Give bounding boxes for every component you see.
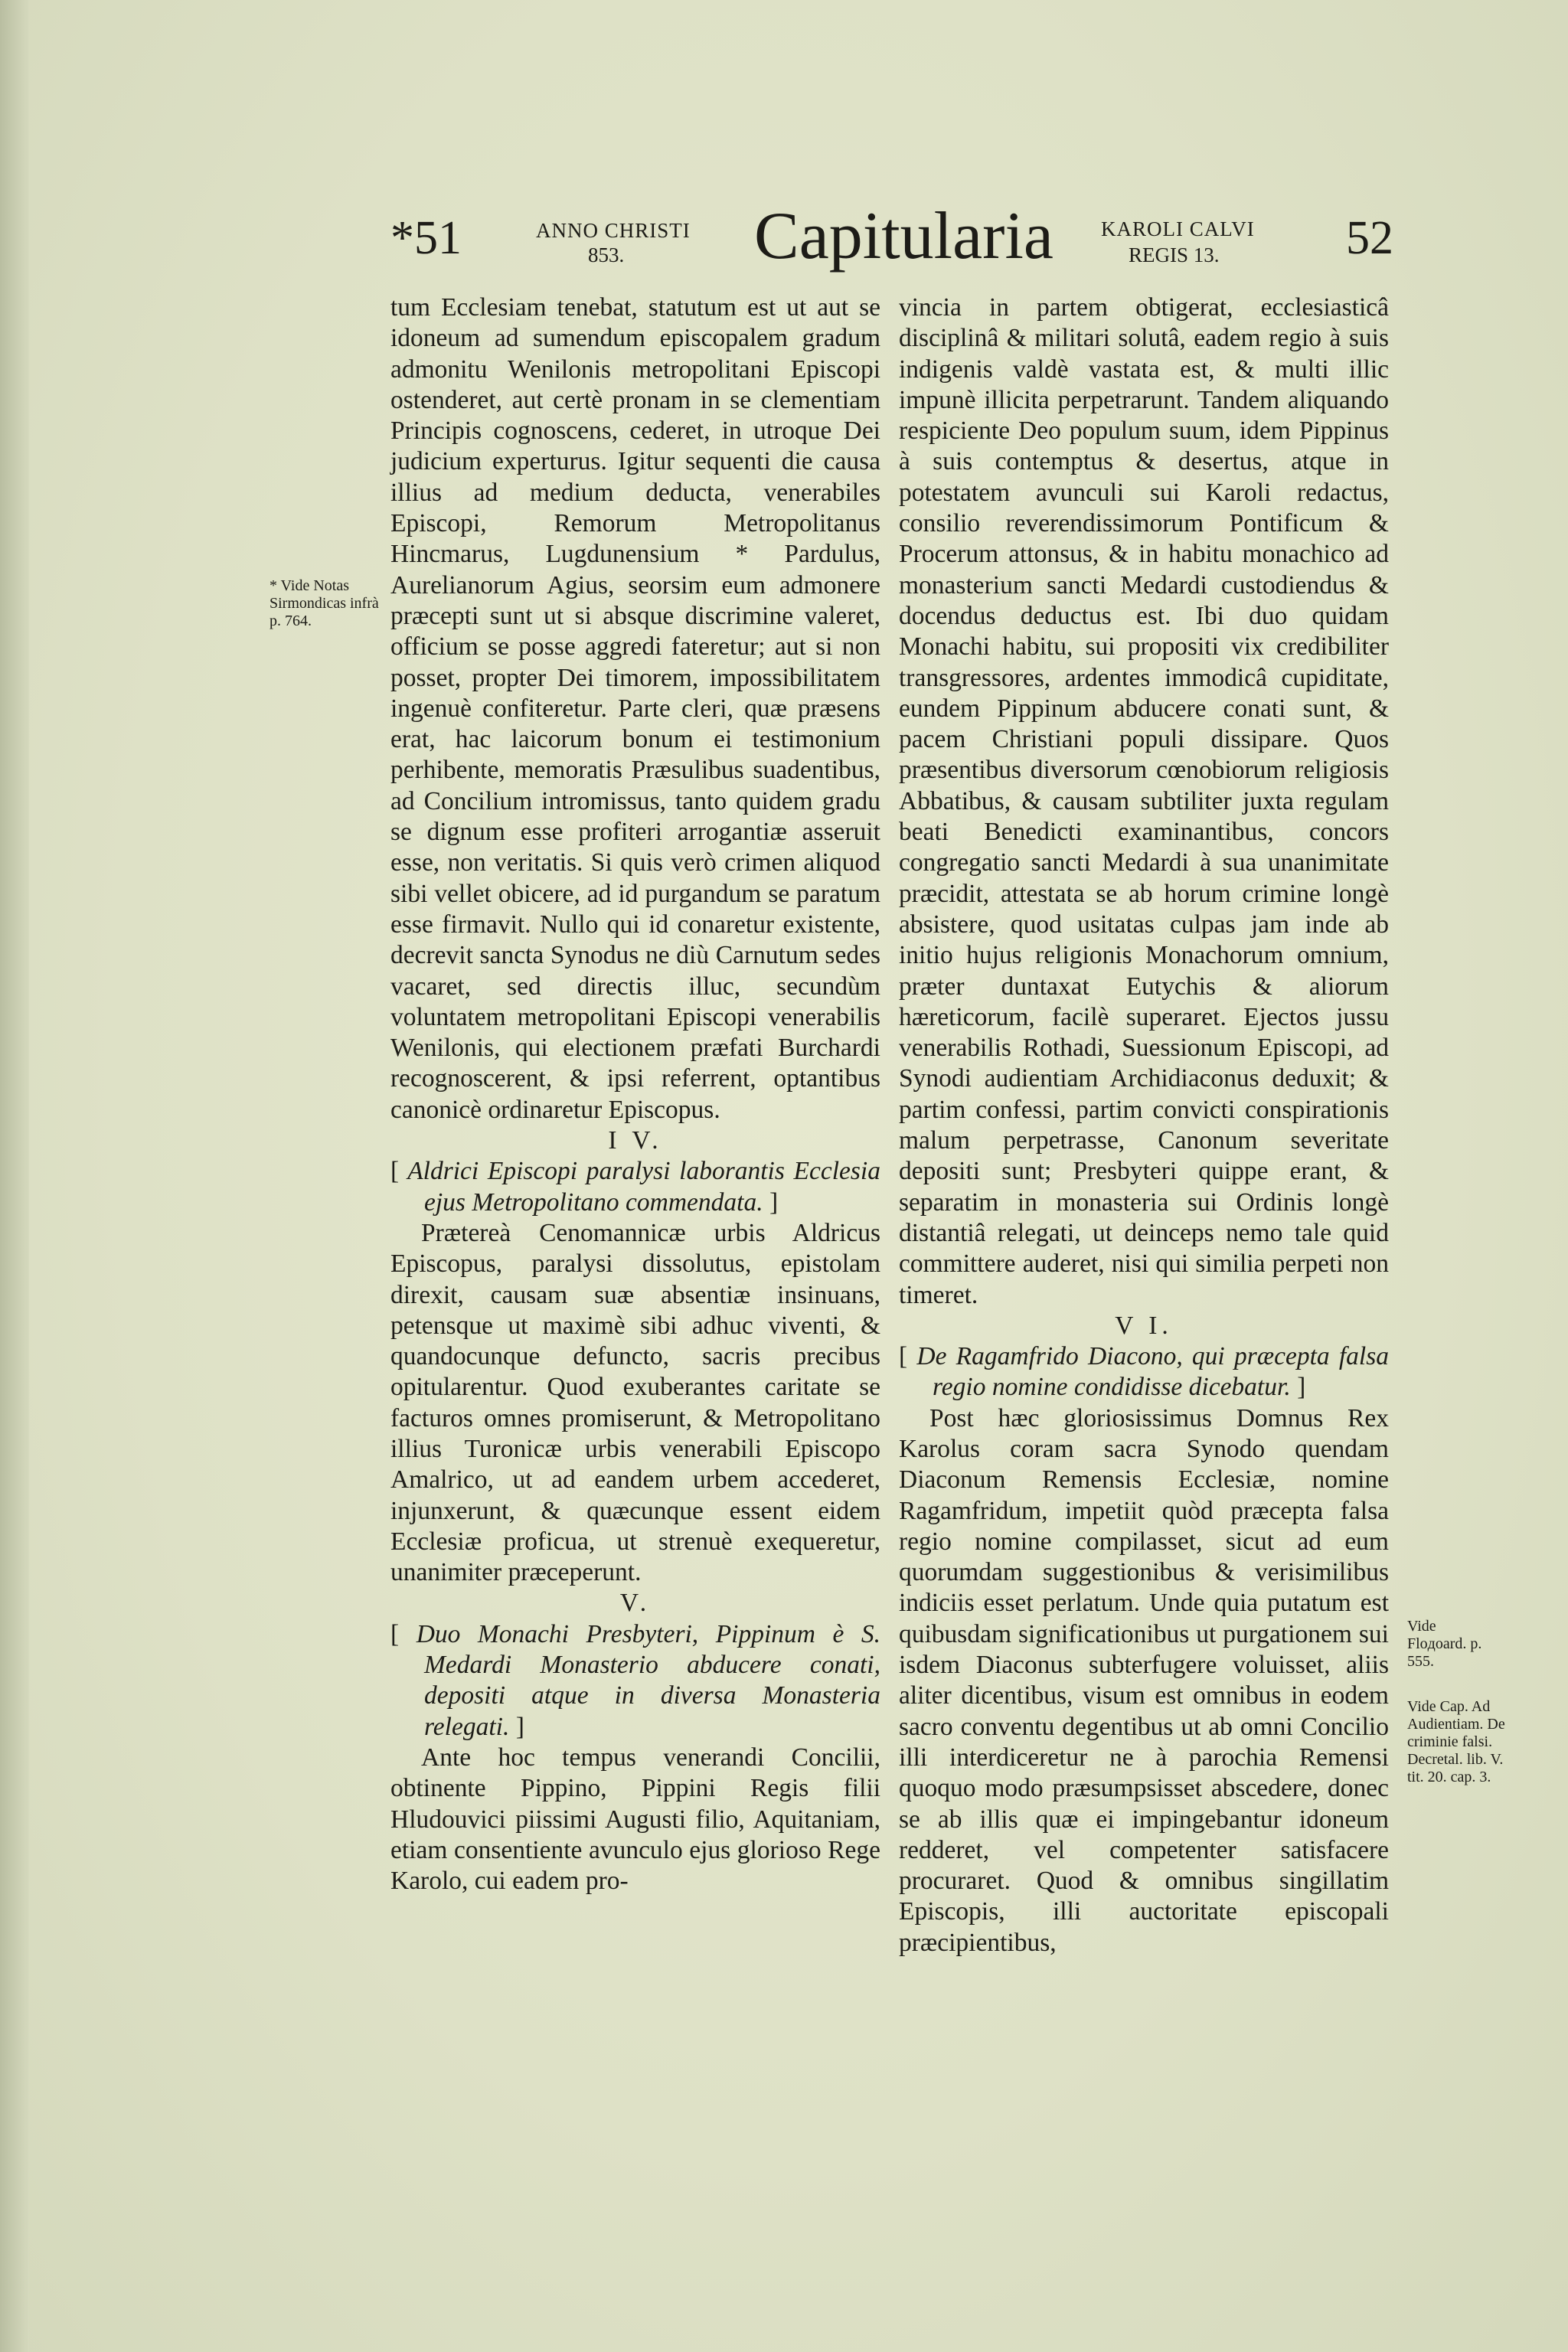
anno-christi-label: ANNO CHRISTI — [536, 219, 691, 242]
margin-note-right-decretal: Vide Cap. Ad Audientiam. De criminie falsi. Decretal. lib. V. tit. 20. cap. 3. — [1407, 1698, 1505, 1785]
page-fold-shadow — [0, 0, 29, 2352]
paragraph-provincia: vincia in partem obtigerat, ecclesiasticâ disciplinâ & militari solutâ, eadem regio à suis indigenis valdè vastata est, & multi illic impunè illicita perpetrarunt. Tandem aliquando respiciente Deo populum suum, idem Pippinus à suis contemptus & desertus, atque in potestatem avunculi sui Karoli redactus, consilio reverendissimorum Pontificum & Procerum attonsus, & in habitu monachico ad monasterium sancti Medardi custodiendus & docendus deductus est. Ibi duo quidam Monachi habitu, sui propositi vix credibiliter transgressores, ardentes immodicâ cupiditate, eundem Pippinum abducere conati sunt, & pacem Christiani populi dissipare. Quos præsentibus diversorum cœnobiorum religiosis Abbatibus, & causam subtiliter juxta regulam beati Benedicti examinantibus, concors congregatio sancti Medardi à sua unanimitate præcidit, attestata se ab horum crimine longè absistere, quod usitatas culpas jam inde ab initio hujus religionis Monachorum omnium, præter duntaxat Eutychis & aliorum hæreticorum, facilè superaret. Ejectos jussu venerabilis Rothadi, Suessionum Episcopi, ad Synodi audientiam Archidiaconus deduxit; & partim confessi, partim convicti conspirationis malum perpetrasse, Canonum severitate depositi sunt; Presbyteri quippe erant, & separatim in monasteria sui Ordinis longè distantiâ relegati, ut deinceps nemo tale quid committere auderet, nisi qui similia perpeti non timeret. — [899, 293, 1389, 1309]
bracket-open: [ — [390, 1619, 400, 1648]
reign-label: KAROLI CALVI — [1101, 217, 1255, 240]
bracket-close: ] — [1297, 1373, 1306, 1402]
paragraph-ragamfridus: Post hæc gloriosissimus Domnus Rex Karolus coram sacra Synodo quendam Diaconum Remensis Ecclesiæ, nomine Ragamfridum, impetiit quòd præcepta falsa regio nomine compilasset, sicut ad eum quorumdam suggestionibus & verisimilibus indiciis esset perlatum. Unde quia putatum est quibusdam significationibus ut purgationem sui isdem Diaconus subterfugere voluisset, aliis aliter dicentibus, visum est omnibus in eodem sacro conventu degentibus ut ab omni Concilio illi interdiceretur ne à parochia Remensi quoquo modo præsumpsisset abscedere, donec se ab illis quæ ei impingebantur idoneum redderet, vel competenter satisfacere procuraret. Quod & omnibus singillatim Episcopis, illi auctoritate episcopali præcipientibus, — [899, 1403, 1389, 1957]
running-title: Capitularia — [754, 199, 1054, 273]
rubric-v-text: Duo Monachi Presbyteri, Pippinum è S. Medardi Monasterio abducere conati, depositi atque in diversa Monasteria relegati. — [416, 1619, 881, 1741]
chapter-heading-v: V. — [619, 1589, 652, 1618]
margin-note-left: * Vide Notas Sirmondicas infrà p. 764. — [270, 577, 379, 629]
rubric-vi-text: De Ragamfrido Diacono, qui præcepta falsa regio nomine condidisse dicebatur. — [916, 1342, 1390, 1402]
paragraph-aldricus: Prætereà Cenomannicæ urbis Aldricus Episcopus, paralysi dissolutus, epistolam direxit, causam suæ absentiæ insinuans, petensque ut maximè sibi adhuc viventi, & quandocunque defuncto, sacris precibus opitularentur. Quod exuberantes caritate se facturos omnes promiserunt, & Metropolitano illius Turonicæ urbis venerabili Episcopo Amalrico, ut ad eandem urbem accederet, injunxerunt, & quæcunque essent eidem Ecclesiæ proficua, ut strenuè exequeretur, unanimiter præceperunt. — [390, 1218, 880, 1587]
bracket-open: [ — [899, 1342, 908, 1371]
page-number-right: 52 — [1346, 212, 1393, 264]
rubric-vi — [899, 1341, 1389, 1403]
rubric-v — [390, 1619, 880, 1743]
margin-note-right-flodoard: Vide Floдоard. p. 555. — [1407, 1618, 1482, 1670]
chapter-heading-vi: V I. — [1115, 1311, 1173, 1340]
bracket-close: ] — [769, 1187, 779, 1217]
bracket-open: [ — [390, 1157, 400, 1186]
right-column — [899, 292, 1389, 1958]
paragraph-pippinus: Ante hoc tempus venerandi Concilii, obtinente Pippino, Pippini Regis filii Hludouvici piissimi Augusti filio, Aquitaniam, etiam consentiente avunculo ejus glorioso Rege Karolo, cui eadem pro- — [390, 1743, 880, 1896]
anno-year: 853. — [588, 243, 625, 266]
bracket-close: ] — [515, 1712, 524, 1741]
paragraph-burchard: tum Ecclesiam tenebat, statutum est ut aut se idoneum ad sumendum episcopalem gradum admonitu Wenilonis metropolitani Episcopi ostenderet, aut certè pronam in se clementiam Principis cognoscens, cederet, in utroque Dei judicium experturus. Igitur sequenti die causa illius ad medium deducta, venerabiles Episcopi, Remorum Metropolitanus Hincmarus, Lugdunensium * Pardulus, Aurelianorum Agius, seorsim eum admonere præcepti sunt ut si absque discrimine valeret, officium se posse aggredi fateretur; aut si non posset, propter Dei timorem, impossibilitatem ingenuè confiteretur. Parte cleri, quæ præsens erat, hac laicorum bonum ei testimonium perhibente, memoratis Præsulibus suadentibus, ad Concilium intromissus, tanto quidem gradu se dignum esse profiteri arrogantiæ asseruit esse, non veritatis. Si quis verò crimen aliquod sibi vellet obicere, ad id purgandum se paratum esse firmavit. Nullo qui id conaretur existente, decrevit sancta Synodus ne diù Carnutum sedes vacaret, sed directis illuc, secundùm voluntatem metropolitani Episcopi venerabilis Wenilonis, qui electionem præfati Burchardi recognoscerent, & ipsi referrent, optantibus canonicè ordinaretur Episcopus. — [390, 293, 880, 1124]
reign-year: REGIS 13. — [1129, 243, 1220, 266]
rubric-iv-text: Aldrici Episcopi paralysi laborantis Ecclesia ejus Metropolitano commendata. — [407, 1157, 880, 1217]
page-header — [0, 0, 1568, 291]
chapter-heading-iv: I V. — [608, 1126, 663, 1155]
left-column — [390, 292, 880, 1896]
rubric-iv — [390, 1156, 880, 1218]
page-number-left: *51 — [390, 212, 462, 264]
